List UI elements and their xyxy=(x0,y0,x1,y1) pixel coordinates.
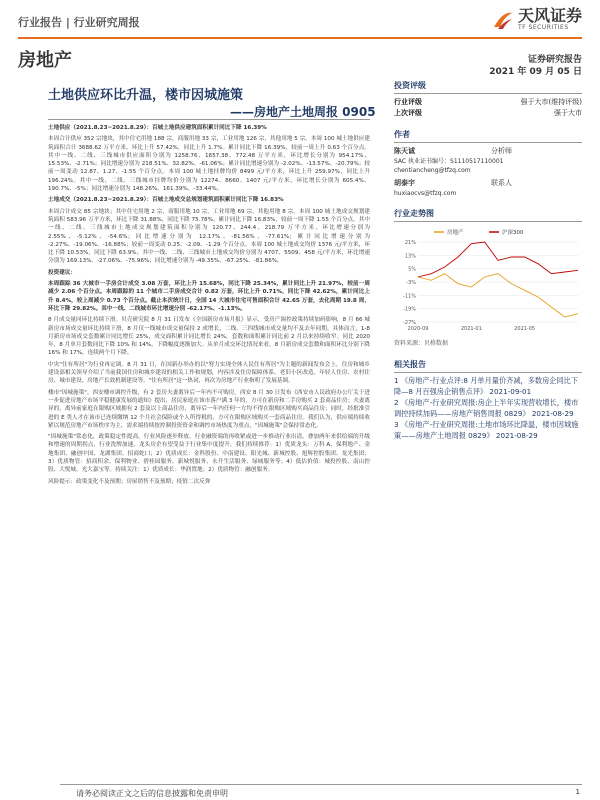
rating-table xyxy=(394,97,582,119)
rating-heading: 投资评级 xyxy=(394,80,582,94)
y-tick-label: -27% xyxy=(403,320,416,326)
y-tick-label: -19% xyxy=(403,306,416,313)
related-report-link[interactable]: 1 《房地产-行业点评:8 月单月量价齐减，多数房企同比下降—8 月百强房企销售点评》 2021-09-01 xyxy=(394,376,579,396)
y-tick-label: 5% xyxy=(408,266,416,273)
series-line xyxy=(418,242,578,277)
brand-logo xyxy=(492,8,582,31)
x-tick-label: 2021-01 xyxy=(460,326,482,332)
header-divider xyxy=(18,37,582,39)
investment-advice-heading: 投资建议： xyxy=(48,269,76,276)
tf-logo-icon xyxy=(492,9,514,31)
y-tick-label: -3% xyxy=(406,280,416,286)
trend-chart xyxy=(394,226,582,336)
sales-paragraph: 本周跟踪 36 大城市一手房合计成交 3.08 万套，环比上升 15.68%，同比下降 25.34%，累计同比上升 21.97%，较前一周减少 2.06 个百分点。本周跟踪的 11 个城市二手房成交合计 0.82 万套，环比上升 0.71%，同比下降 42.62%，累计同比上升 8.4%，较上周减少 0.73 个百分点。截止本次统计日，全国 14 大城市住宅可售面积合计 42.65 万套，去化周期 19.8 周，环比下降 29.82%。其中一线、二线城市环比增速分别 -62.17%、-1.13%。 xyxy=(48,281,370,312)
trend-heading: 行业走势图 xyxy=(394,208,582,222)
related-heading: 相关报告 xyxy=(394,359,582,373)
sidebar xyxy=(394,80,582,442)
main-body xyxy=(48,124,370,489)
legend-label: 沪深300 xyxy=(502,230,524,236)
legend-label: 房地产 xyxy=(447,230,464,236)
section-land-deal-heading: 土地成交（2021.8.23~2021.8.29）：百城土地成交总规划建筑面积累计同比下降 16.83% xyxy=(48,197,284,204)
land-deal-paragraph: 本周合计成交 85 宗地块；其中住宅用地 2 宗，商服用地 10 宗，工业用地 69 宗，其他用地 8 宗。本周 100 城土地成交规划建筑面积 583.96 万平方米，环比下降 31.88%，同比下降 75.78%。累计同比下降 16.83%，较前一周下降 1.55 个百分点。其中一线、二线、三线城市土地成交规划建筑面积分别为 120.77、244.4、218.79 万平方米，环比增速分别为 2.55%、-5.12%、-54.6%；同比增速分别为 12.17%、-81.56%、-77.61%；累计同比增速分别为 -2.27%、-19.06%、-16.88%；较前一周变动 0.25、-2.09、-1.29 个百分点。本周 100 城土地成交均价 1376 元/平方米，环比下降 10.53%，同比下降 63.9%。其中一线、二线、三线城市土地成交均价分别为 4707、5509、458 元/平方米，环比增速分别为 169.13%、-27.06%、-75.96%；同比增速分别为 -49.35%、-67.25%、-81.86%。 xyxy=(48,208,370,265)
authors-heading: 作者 xyxy=(394,129,582,143)
report-type: 证券研究报告 xyxy=(527,55,582,65)
author-role: 联系人 xyxy=(491,179,512,187)
page-number: 1 xyxy=(575,788,580,796)
author-email[interactable]: huxiaocvs@tfzq.com xyxy=(394,190,457,197)
x-tick-label: 2021-05 xyxy=(514,326,536,332)
page-header xyxy=(18,8,582,34)
report-date: 2021 年 09 月 05 日 xyxy=(489,67,582,77)
related-report-link[interactable]: 2 《房地产-行业研究周报:房企上半年实现营收增长，楼市调控持续加码——房地产销售周报 0829》 2021-08-29 xyxy=(394,398,579,418)
y-tick-label: 13% xyxy=(404,253,416,260)
land-supply-paragraph: 本周合计供应 352 宗地块，其中住宅用地 188 宗，商服用地 33 宗，工业用地 126 宗，其他用地 5 宗。本周 100 城土地供应建筑面积合计 3688.62 万平方米，环比上升 57.42%，同比上升 1.7%。累计同比下降 16.39%，较前一周上升 0.63 个百分点。其中一线、二线、三线城市供应面积分别为 1258.76、1657.38、772.48 万平方米，环比增长分别为 954.17%、15.53%、-2.71%；同比增速分别为 218.51%、32.82%、-61.06%；累计同比增速分别为 -2.02%、-13.57%、-20.79%；较前一周变动 12.87、1.27、-1.55 个百分点。本周 100 城土地挂牌均价 8499 元/平方米，环比上升 259.97%，同比上升 196.24%。其中一线、二线、三线城市挂牌均价分别为 12274、8660、1407 元/平方米，环比增长分别为 605.4%、190.7%、-5%；同比增速分别为 148.26%、161.39%、-33.44%。 xyxy=(48,136,370,193)
footer-divider xyxy=(60,784,582,785)
page-title: 房地产 xyxy=(18,50,72,71)
recommendation-paragraph: "因城施策"常态化，政策稳定性提高，行业风险逐步释放。行业融资端的再收紧或进一步推动行业出清，叠加两年来供给端的升级和增速的周期拐点，行业洗牌加速，龙头房企有望受益于行业集中度提升。我们持续推荐：1）优质龙头：万科 A、保利地产、金地集团、融创中国、龙湖集团、招商蛇口；2）优质成长：金科股份、中南建设、阳光城、新城控股、旭辉控股集团、龙光集团；3）优质物管：招商积余、保利物业、碧桂园服务、新城悦服务、永升生活服务、绿城服务等；4）低估价值：城投控股、南山控股、大悦城、光大嘉宝等。持续关注：1）优质成长：华润置地；2）优质物管：融创服务。 xyxy=(48,434,370,474)
trend-chart-svg xyxy=(394,226,582,336)
author-name: 陈天诚 xyxy=(394,147,415,155)
logo-cn: 天风证券 xyxy=(517,6,582,25)
author-role: 分析师 xyxy=(491,147,512,155)
author-name: 胡泰宇 xyxy=(394,179,415,187)
headline-divider xyxy=(48,119,370,120)
x-tick-label: 2020-09 xyxy=(407,326,429,332)
author-block xyxy=(394,146,582,198)
logo-en: TF SECURITIES xyxy=(517,24,569,31)
rating-row: 行业评级 强于大市(维持评级) xyxy=(394,98,582,106)
y-tick-label: 21% xyxy=(404,240,416,246)
risk-warning: 风险提示：政策变化不及预期；房屋销售不及预期；疫情二次反弹 xyxy=(48,478,211,485)
report-headline: 土地供应环比升温，楼市因城施策 xyxy=(48,88,244,103)
header-tag: 行业报告 | 行业研究周报 xyxy=(18,16,140,29)
chart-source: 资料来源：贝格数据 xyxy=(394,340,449,347)
author-email[interactable]: chentiancheng@tfzq.com xyxy=(394,167,471,174)
author-sac: SAC 执业证书编号：S1110517110001 xyxy=(394,158,504,165)
rating-row: 上次评级 强于大市 xyxy=(394,109,582,117)
policy-paragraph: 中央"住有所居"为行业再定调。8 月 31 日，在国新办举办的以"努力实现全体人民住有所居"为主题的新闻发布会上，住房和城乡建设部相关领导介绍了当前我国住房和城乡建设的相关工作和规划，内容涉及住房保障体系、老旧小区改造、年轻人住房、农村住房、城市建设、房地产长效机制建设等。"住有所居"这一热词，再次为房地产行业指明了发展基调。 xyxy=(48,361,370,385)
footer-disclaimer: 请务必阅读正文之后的信息披露和免责申明 xyxy=(76,789,228,798)
report-subheadline: ——房地产土地周报 0905 xyxy=(230,105,376,119)
monthly-trend-paragraph: 8 月成交量同环比持续下滑。贝壳研究院 8 月 31 日发布《全国新房市场月报》显示，受房产调控政策持续加码影响，8 月 66 城新房市场成交量环比持续下滑，8 月仅一线城市成交量保持 2 成增长，二线、三四线城市成交量均不及去年同期。具体而言，1-8 月新房市场成交套数累计同比增长 25%，成交面积累计同比增长 24%，套数和面积累计同比前 2 月以来持续收窄。同比 2020 年，8 月单月套数同比下降 10% 和 14%，下降幅度逐渐加大。从单月成交环比情况来看，8 月新房成交套数和面积环比分别下降 16% 和 17%，连续两个月下降。 xyxy=(48,317,370,357)
related-report-link[interactable]: 3 《房地产-行业研究周报:土地市场环比降温，楼市因城施策——房地产土地周报 0829》 2021-08-29 xyxy=(394,420,579,440)
y-tick-label: -11% xyxy=(403,293,416,300)
city-policy-paragraph: 楼市"因城施策"。西安楼市调控升级，有 2 套房夫妻离异后一年内不可购房。西安 8 月 30 日发布《西安市人民政府办公厅关于进一步促进房地产市场平稳健康发展的通知》提出，居民家庭在该市落户满 3 年的，方可在新房和二手房购买 2 套商品住房；夫妻离异的，离异前家庭在限购区域拥有 2 套及以上商品住房，离异后一年内任何一方均不得在限购区域购买商品住房；同时，经批准引进的 E 类人才在该市已连续缴纳 12 个月社会保险或个人所得税的，方可在限购区域购买一套商品住房。我们认为，供应端持续收紧以规范房地产市场秩序为主，需求端持续按控制投资资金和调控市场热度为重点，"因城施策"会保持常态化。 xyxy=(48,389,370,429)
section-land-supply-heading: 土地供应（2021.8.23~2021.8.29）：百城土地供应建筑面积累计同比下降 16.39% xyxy=(48,125,267,131)
